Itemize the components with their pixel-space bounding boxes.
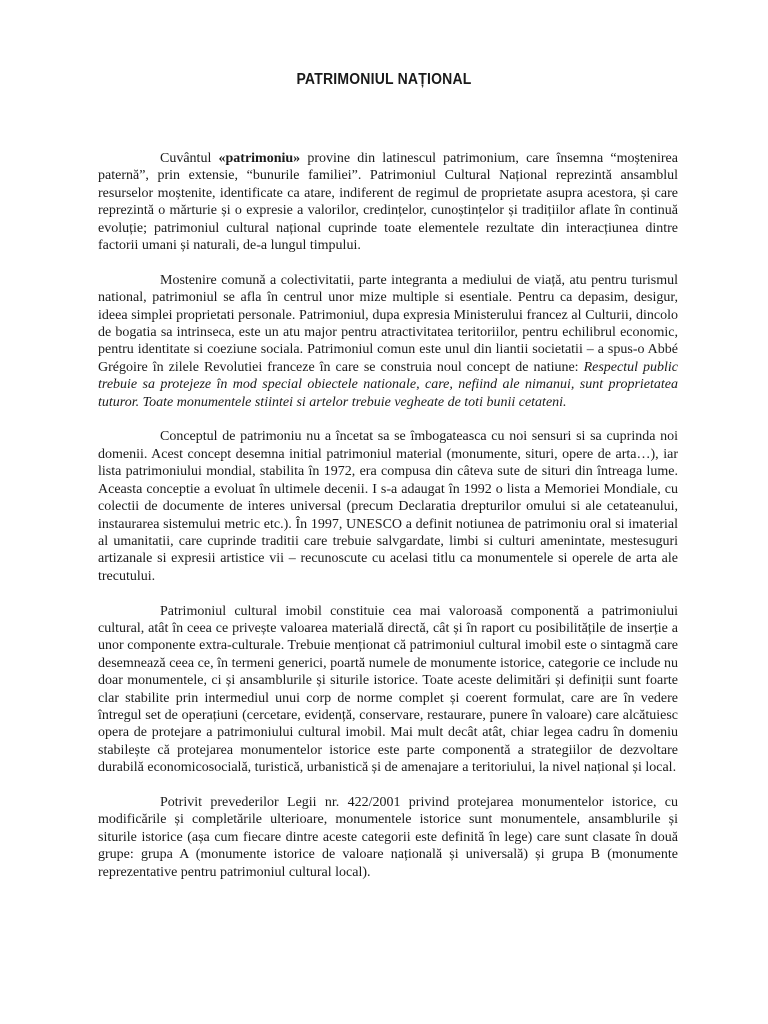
paragraph-4: Patrimoniul cultural imobil constituie cea mai valoroasă componentă a patrimoniului cultural, atât în ceea ce privește valoarea materială directă, cât și în raport cu posibilitățile de inserție a unor componente extra-culturale. Trebuie menționat că patrimoniul cultural imobil este o sintagmă care desemnează ceea ce, în termeni generici, poartă numele de monumente istorice, categorie ce include nu doar monumentele, ci și ansamblurile și siturile istorice. Toate aceste delimitări și definiții sunt foarte clar stabilite prin intermediul unui corp de norme complet și coerent formulat, care are în vedere întregul set de operațiuni (cercetare, evidență, conservare, restaurare, punere în valoare) care alcătuiesc opera de protejare a patrimoniului cultural imobil. Mai mult decât atât, chiar legea cadru în domeniu stabilește că protejarea monumentelor istorice este parte componentă a strategiilor de dezvoltare durabilă economicosocială, turistică, urbanistică și de amenajare a teritoriului, la nivel național și local. <box>98 603 678 776</box>
paragraph-2-text: Mostenire comună a colectivitatii, parte integranta a mediului de viață, atu pentru turismul national, patrimoniul se afla în centrul unor mize multiple si esentiale. Pentru ca depasim, desigur, ideea simplei proprietati personale. Patrimoniul, dupa expresia Ministerului francez al Culturii, dincolo de bogatia sa intrinseca, este un atu major pentru atractivitatea teritoriilor, pentru echilibrul economic, pentru identitate si coeziune sociala. Patrimoniul comun este unul din liantii societatii – a spus-o Abbé Grégoire în zilele Revolutiei franceze în care se construia noul concept de natiune: <box>98 272 678 375</box>
paragraph-2 <box>98 272 678 411</box>
paragraph-1-bold-term: «patrimoniu» <box>218 151 301 166</box>
paragraph-1-text: provine din latinescul patrimonium, care însemna “moștenirea paternă”, prin extensie, “bunurile familiei”. Patrimoniul Cultural Național reprezintă ansamblul resurselor moștenite, identificate ca atare, indiferent de regimul de proprietate asupra acestora, și care reprezintă o mărturie și o expresie a valorilor, credințelor, cunoștințelor și tradițiilor aflate în continuă evoluție; patrimoniul cultural național cuprinde toate elementele rezultate din interacțiunea dintre factorii umani și naturali, de-a lungul timpului. <box>98 151 678 254</box>
paragraph-2-italic-quote: Respectul public trebuie sa protejeze în mod special obiectele nationale, care, nefiind ale nimanui, sunt proprietatea tuturor. Toate monumentele stiintei si artelor trebuie vegheate de toti bunii cetateni. <box>98 359 678 410</box>
page-title: PATRIMONIUL NAȚIONAL <box>296 68 472 88</box>
document-body <box>98 150 678 898</box>
paragraph-5: Potrivit prevederilor Legii nr. 422/2001 privind protejarea monumentelor istorice, cu modificările și completările ulterioare, monumentele istorice sunt monumentele, ansamblurile și siturile istorice (așa cum fiecare dintre aceste categorii este definită în lege) care sunt clasate în două grupe: grupa A (monumente istorice de valoare națională și universală) și grupa B (monumente reprezentative pentru patrimoniul cultural local). <box>98 794 678 880</box>
paragraph-1-intro: Cuvântul <box>160 151 219 166</box>
paragraph-3: Conceptul de patrimoniu nu a încetat sa se îmbogateasca cu noi sensuri si sa cuprinda noi domenii. Acest concept desemna initial patrimoniul material (monumente, situri, opere de arta…), iar lista patrimoniului mondial, stabilita în 1972, era compusa din câteva sute de situri din întreaga lume. Aceasta conceptie a evoluat în ultimele decenii. I s-a adaugat în 1992 o lista a Memoriei Mondiale, cu colectii de documente de interes universal (precum Declaratia drepturilor omului si ale cetateanului, instaurarea sistemului metric etc.). În 1997, UNESCO a definit notiunea de patrimoniu oral si imaterial al umanitatii, care cuprinde traditii care trebuie salvgardate, limbi si culturi amenintate, mestesuguri artizanale si expresii artistice vii – recunoscute cu acelasi titlu ca monumentele si operele de arta ale trecutului. <box>98 429 678 584</box>
paragraph-1 <box>98 150 678 254</box>
